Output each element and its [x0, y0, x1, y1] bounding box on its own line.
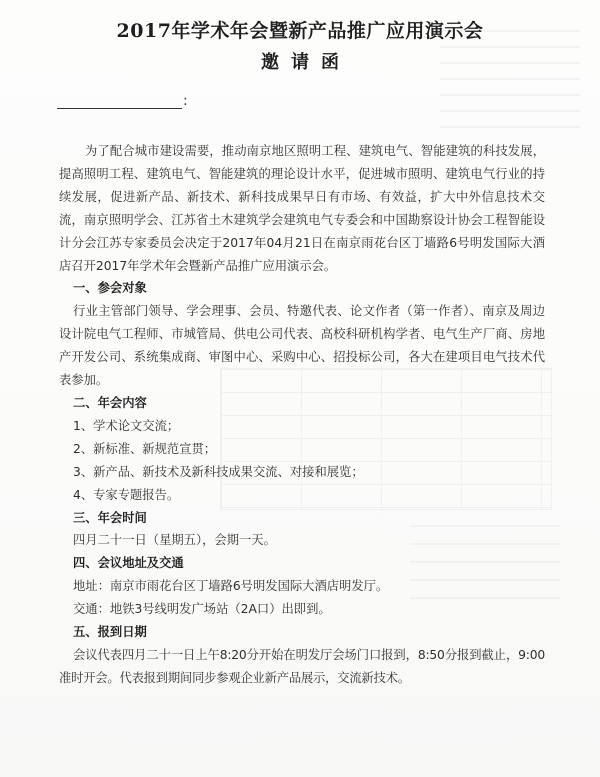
intro-paragraph: 为了配合城市建设需要，推动南京地区照明工程、建筑电气、智能建筑的科技发展，提高照明工程、建筑电气、智能建筑的理论设计水平，促进城市照明、建筑电气行业的持续发展，促进新产品、新技术、新科技成果早日有市场、有效益，扩大中外信息技术交流，南京照明学会、江苏省土木建筑学会建筑电气专委会和中国勘察设计协会工程智能设计分会江苏专家委员会决定于2017年04月21日在南京雨花台区丁墙路6号明发国际大酒店召开2017年学术年会暨新产品推广应用演示会。 — [59, 144, 545, 273]
content-item: 1、学术论文交流； — [73, 418, 180, 433]
section-heading-registration: 五、报到日期 — [73, 625, 147, 640]
content-item: 4、专家专题报告。 — [73, 487, 180, 502]
section-heading-participants: 一、参会对象 — [73, 281, 147, 296]
section-heading-content: 二、年会内容 — [73, 395, 147, 410]
content-item: 3、新产品、新技术及新科技成果交流、对接和展览； — [73, 464, 364, 479]
section-heading-time: 三、年会时间 — [73, 510, 147, 525]
participants-paragraph: 行业主管部门领导、学会理事、会员、特邀代表、论文作者（第一作者）、南京及周边设计院电气工程师、市城管局、供电公司代表、高校科研机构学者、电气生产厂商、房地产开发公司、系统集成商、审图中心、采购中心、招投标公司，各大在建项目电气技术代表参加。 — [59, 304, 545, 388]
letter-body — [59, 140, 545, 690]
location-transport: 交通：地铁3号线明发广场站（2A口）出即到。 — [73, 602, 331, 617]
addressee-colon: : — [183, 93, 188, 109]
document-title: 2017年学术年会暨新产品推广应用演示会 — [116, 20, 484, 42]
registration-paragraph: 会议代表四月二十一日上午8:20分开始在明发厅会场门口报到，8:50分报到截止，9:00准时开会。代表报到期间同步参观企业新产品展示，交流新技术。 — [59, 647, 545, 685]
reverse-side-show-through — [440, 30, 580, 140]
content-item: 2、新标准、新规范宣贯； — [73, 441, 217, 456]
document-subtitle: 邀请函 — [261, 52, 351, 73]
addressee-blank-line — [57, 94, 182, 109]
time-text: 四月二十一日（星期五），会期一天。 — [73, 533, 276, 548]
section-heading-location: 四、会议地址及交通 — [73, 556, 184, 571]
location-address: 地址：南京市雨花台区丁墙路6号明发国际大酒店明发厅。 — [73, 579, 389, 594]
